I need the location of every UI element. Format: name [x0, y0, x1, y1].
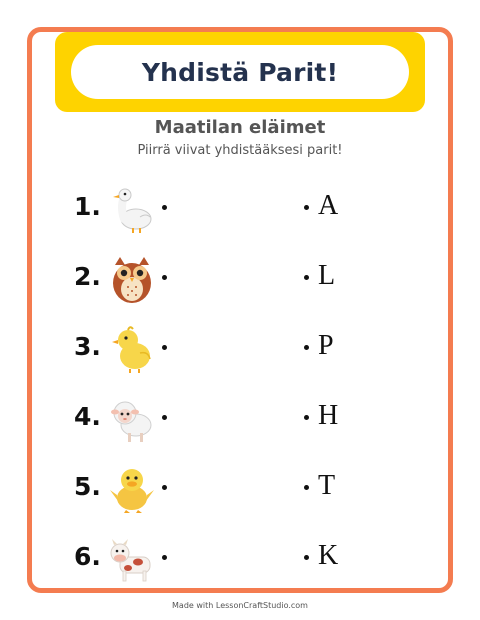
page-title: Yhdistä Parit! — [141, 57, 339, 87]
connect-dot-left[interactable] — [162, 555, 167, 560]
sheep-icon — [106, 393, 158, 445]
connect-dot-right[interactable] — [304, 485, 309, 490]
duckling-icon — [106, 463, 158, 515]
connect-dot-left[interactable] — [162, 345, 167, 350]
row-number: 1. — [74, 192, 101, 221]
match-letter: K — [318, 540, 339, 571]
worksheet-subtitle: Maatilan eläimet — [154, 117, 326, 138]
row-number: 2. — [74, 262, 101, 291]
match-letter: A — [318, 190, 339, 221]
row-number: 3. — [74, 332, 101, 361]
footer-credit: Made with LessonCraftStudio.com — [172, 601, 308, 610]
connect-dot-right[interactable] — [304, 205, 309, 210]
match-row-4 — [0, 388, 480, 448]
cow-icon — [106, 533, 158, 585]
chick-icon — [106, 323, 158, 375]
row-number: 6. — [74, 542, 101, 571]
connect-dot-left[interactable] — [162, 415, 167, 420]
connect-dot-left[interactable] — [162, 275, 167, 280]
connect-dot-right[interactable] — [304, 275, 309, 280]
connect-dot-left[interactable] — [162, 205, 167, 210]
connect-dot-right[interactable] — [304, 345, 309, 350]
title-pill — [71, 45, 409, 99]
match-row-1 — [0, 178, 480, 238]
connect-dot-right[interactable] — [304, 555, 309, 560]
match-letter: H — [318, 400, 339, 431]
connect-dot-right[interactable] — [304, 415, 309, 420]
match-letter: P — [318, 330, 334, 361]
goose-icon — [106, 183, 158, 235]
match-row-2 — [0, 248, 480, 308]
row-number: 4. — [74, 402, 101, 431]
owl-icon — [106, 253, 158, 305]
row-number: 5. — [74, 472, 101, 501]
match-letter: T — [318, 470, 336, 501]
match-row-6 — [0, 528, 480, 588]
connect-dot-left[interactable] — [162, 485, 167, 490]
match-row-5 — [0, 458, 480, 518]
worksheet-instruction: Piirrä viivat yhdistääksesi parit! — [137, 143, 343, 158]
title-banner — [55, 32, 425, 112]
match-letter: L — [318, 260, 336, 291]
match-row-3 — [0, 318, 480, 378]
